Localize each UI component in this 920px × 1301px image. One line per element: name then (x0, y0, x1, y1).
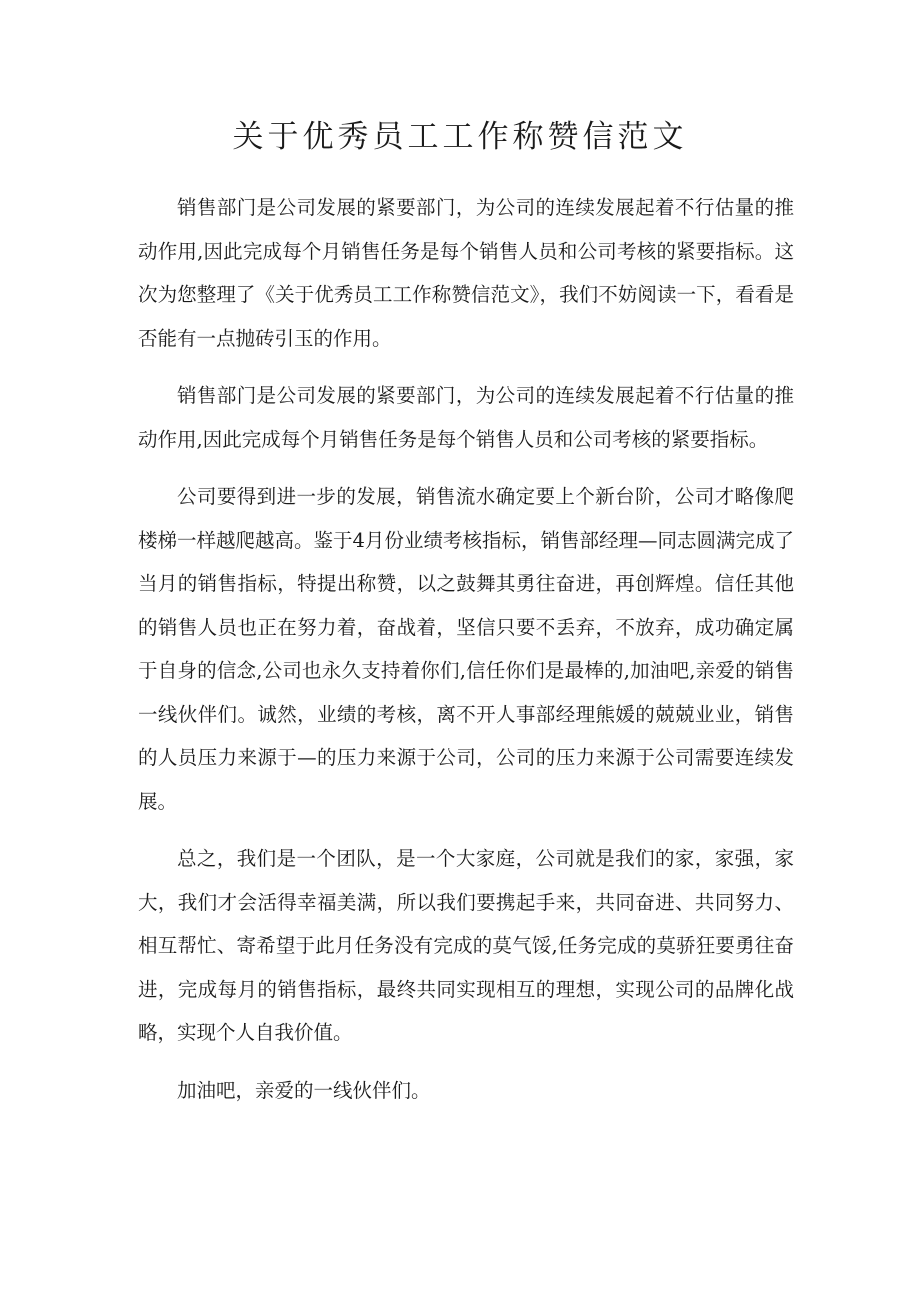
paragraph-praise: 公司要得到进一步的发展，销售流水确定要上个新台阶，公司才略像爬楼梯一样越爬越高。鉴于4月份业绩考核指标，销售部经理—同志圆满完成了当月的销售指标，特提出称赞，以之鼓舞其勇往奋进，再创辉煌。信任其他的销售人员也正在努力着，奋战着，坚信只要不丢弃，不放弃，成功确定属于自身的信念,公司也永久支持着你们,信任你们是最棒的,加油吧,亲爱的销售一线伙伴们。诚然，业绩的考核，离不开人事部经理熊媛的兢兢业业，销售的人员压力来源于—的压力来源于公司，公司的压力来源于公司需要连续发展。 (138, 485, 794, 813)
paragraph-closing: 加油吧，亲爱的一线伙伴们。 (177, 1078, 431, 1102)
document-title: 关于优秀员工工作称赞信范文 (232, 119, 688, 155)
paragraph-sales-department: 销售部门是公司发展的紧要部门，为公司的连续发展起着不行估量的推动作用,因此完成每个月销售任务是每个销售人员和公司考核的紧要指标。 (138, 384, 794, 451)
paragraph-intro: 销售部门是公司发展的紧要部门，为公司的连续发展起着不行估量的推动作用,因此完成每个月销售任务是每个销售人员和公司考核的紧要指标。这次为您整理了《关于优秀员工工作称赞信范文》，我们不妨阅读一下，看看是否能有一点抛砖引玉的作用。 (138, 196, 794, 350)
document-body (138, 186, 794, 1126)
paragraph-team: 总之，我们是一个团队，是一个大家庭，公司就是我们的家，家强，家大，我们才会活得幸福美满，所以我们要携起手来，共同奋进、共同努力、相互帮忙、寄希望于此月任务没有完成的莫气馁,任务完成的莫骄狂要勇往奋进，完成每月的销售指标，最终共同实现相互的理想，实现公司的品牌化战略，实现个人自我价值。 (138, 847, 794, 1044)
